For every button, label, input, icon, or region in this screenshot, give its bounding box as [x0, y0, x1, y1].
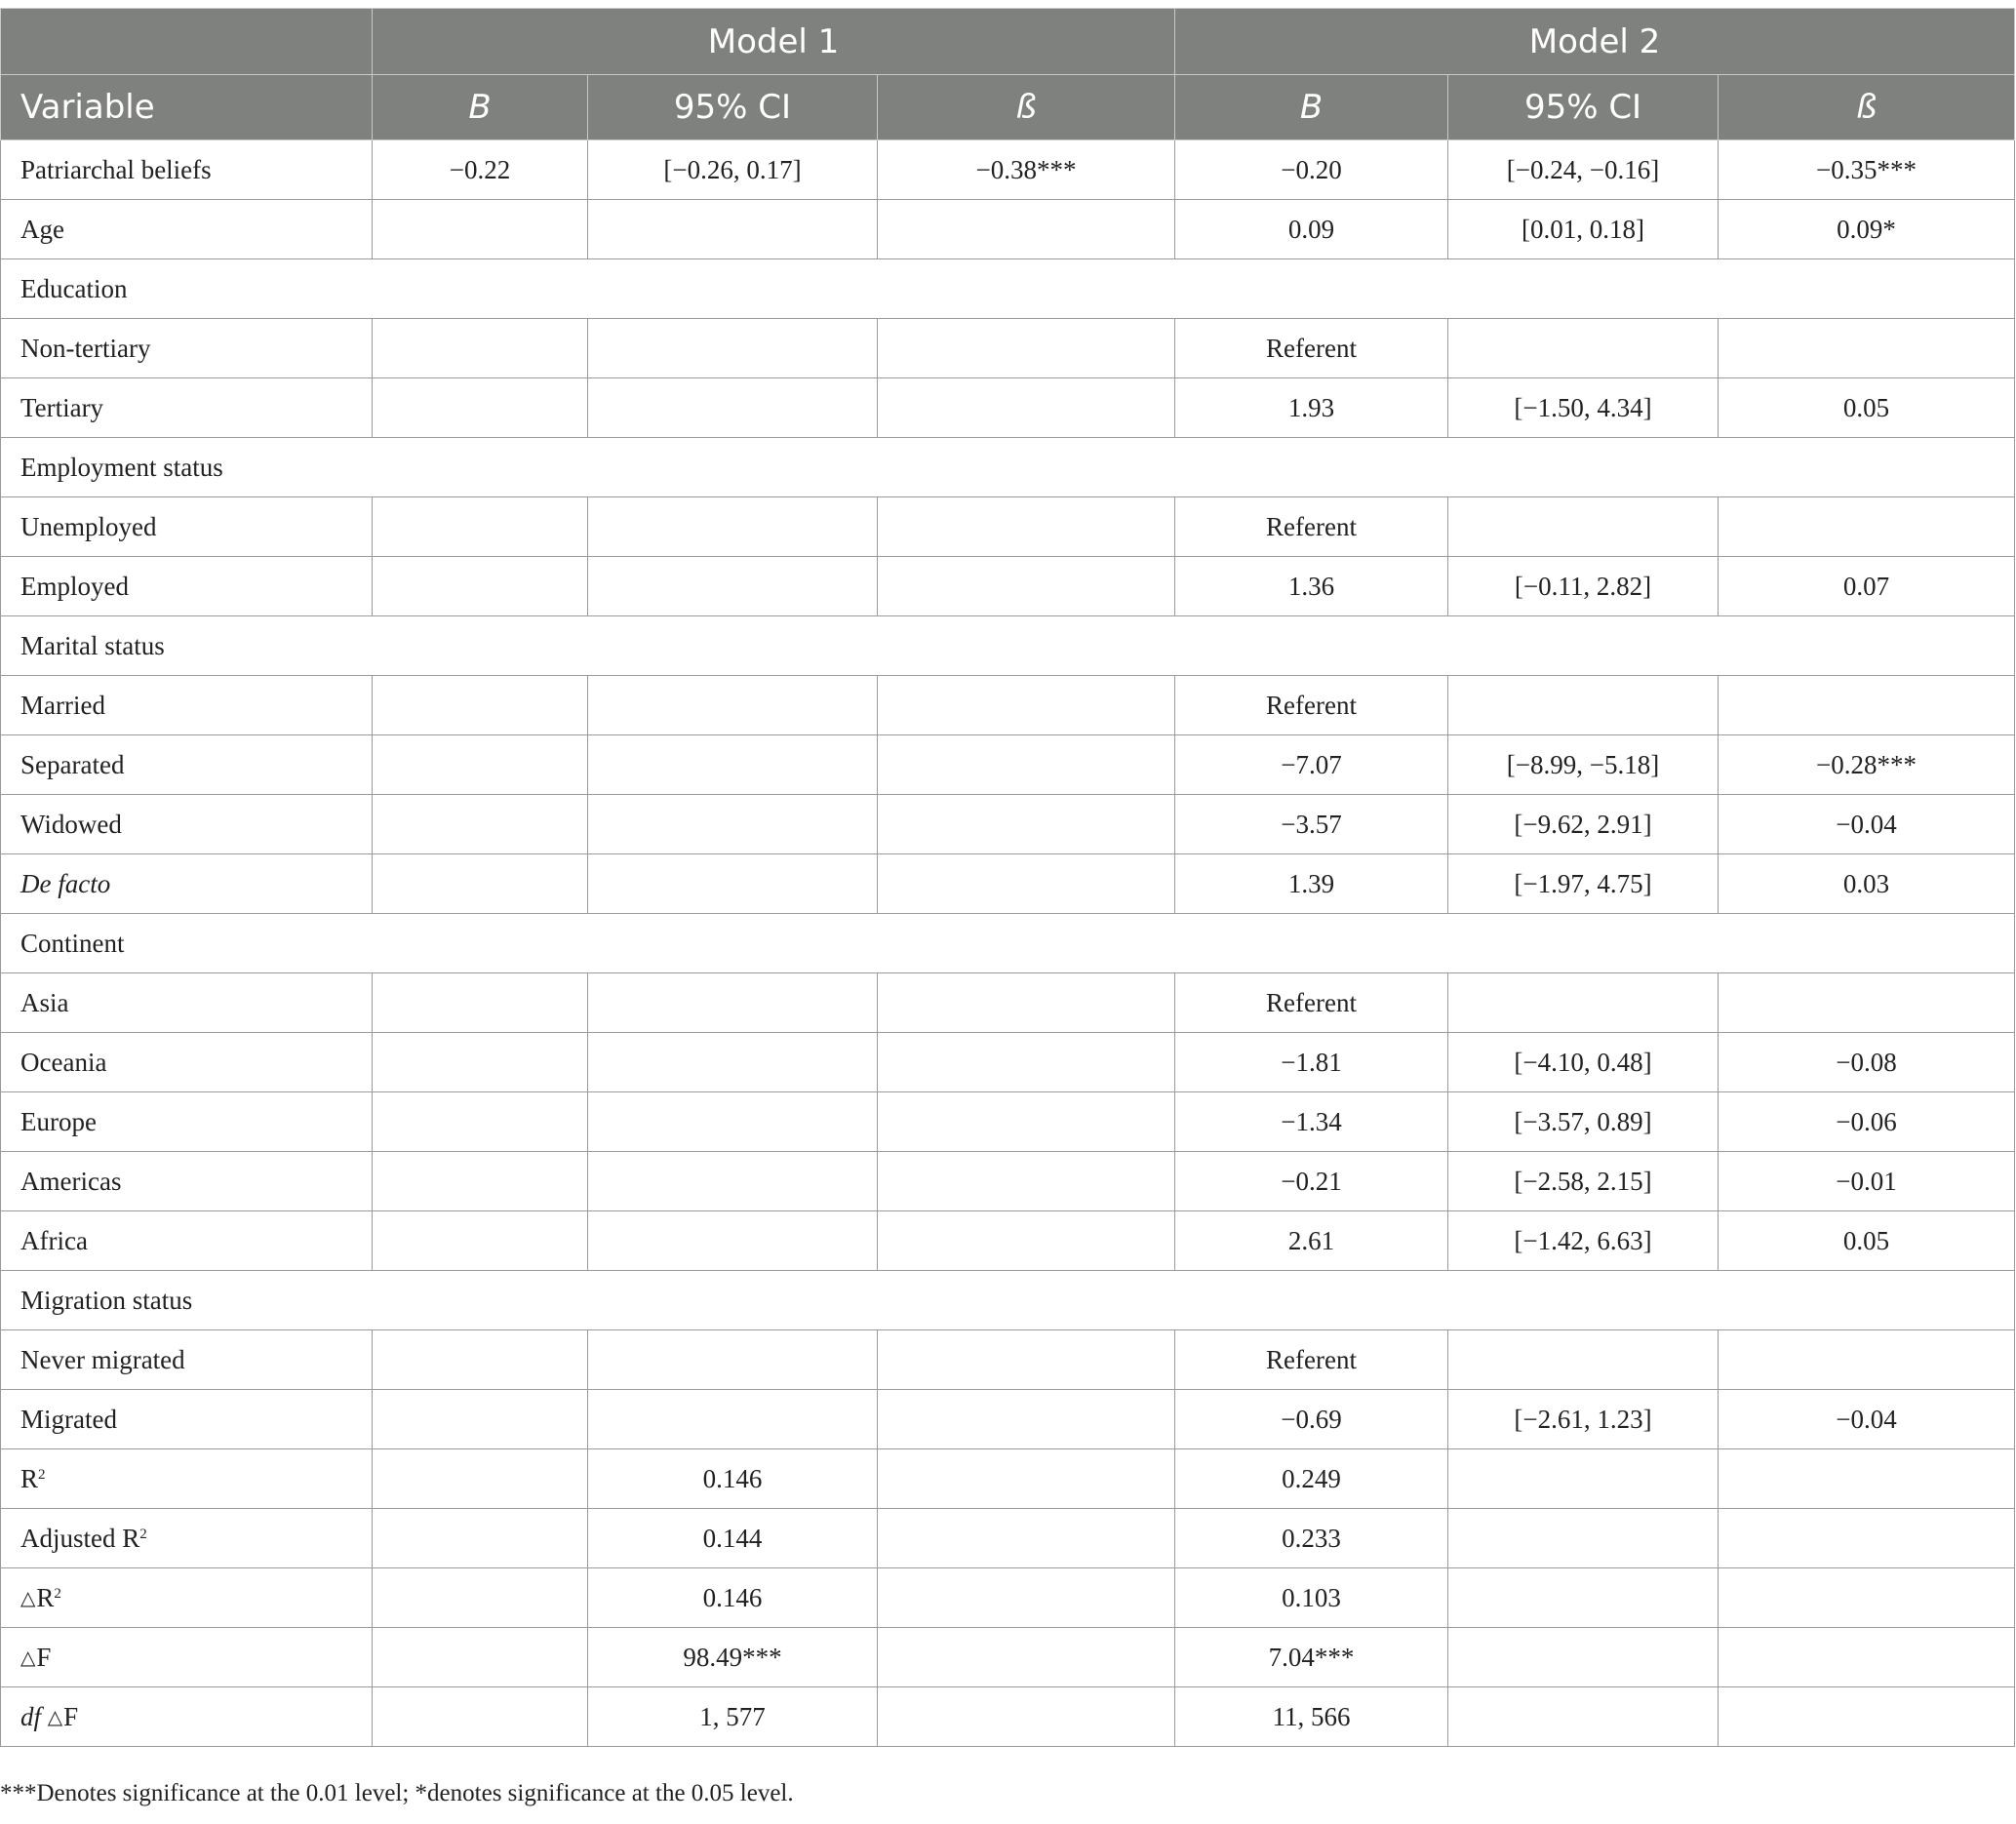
header-m1-b: B: [373, 75, 588, 140]
delta-r2-label-sup: 2: [54, 1585, 61, 1602]
df-label: df: [20, 1701, 42, 1731]
delta-r2-label: [1, 1568, 373, 1628]
table-row: [1, 378, 2015, 438]
header-m1-ci: 95% CI: [588, 75, 878, 140]
cell-m1-ci: [588, 1390, 878, 1449]
table-row: [1, 140, 2015, 200]
row-label: Asia: [1, 973, 373, 1033]
row-label: Widowed: [1, 795, 373, 854]
delta-r2-label-main: R: [36, 1582, 55, 1612]
delta-f-empty-1: [373, 1628, 588, 1687]
header-model-2: Model 2: [1175, 9, 2015, 75]
cell-m1-beta: [878, 735, 1175, 795]
header-m2-beta: ß: [1719, 75, 2015, 140]
cell-m2-ci: [−0.24, −0.16]: [1448, 140, 1719, 200]
cell-m1-ci: [588, 973, 878, 1033]
regression-table: [0, 8, 2015, 1747]
row-label: Separated: [1, 735, 373, 795]
adj-r2-empty-3: [1448, 1509, 1719, 1568]
delta-f-label-main: F: [36, 1642, 52, 1672]
section-label: Employment status: [1, 438, 2015, 497]
row-label: Age: [1, 200, 373, 259]
cell-m2-b: Referent: [1175, 676, 1448, 735]
r2-label: [1, 1449, 373, 1509]
df-delta-f-label-main: F: [63, 1701, 79, 1731]
row-label: Employed: [1, 557, 373, 616]
cell-m2-b: −0.69: [1175, 1390, 1448, 1449]
cell-m2-beta: 0.07: [1719, 557, 2015, 616]
cell-m1-beta: [878, 676, 1175, 735]
df-delta-f-label: [1, 1687, 373, 1747]
cell-m2-ci: [−1.97, 4.75]: [1448, 854, 1719, 914]
section-label: Education: [1, 259, 2015, 319]
delta-triangle-icon: △: [47, 1706, 63, 1728]
cell-m1-b: [373, 1330, 588, 1390]
cell-m1-beta: [878, 1330, 1175, 1390]
table-row: [1, 200, 2015, 259]
cell-m1-b: [373, 497, 588, 557]
delta-f-empty-4: [1719, 1628, 2015, 1687]
header-m2-ci: 95% CI: [1448, 75, 1719, 140]
table-row: [1, 557, 2015, 616]
table-row: [1, 1271, 2015, 1330]
cell-m1-b: [373, 378, 588, 438]
cell-m2-ci: [1448, 973, 1719, 1033]
row-label: Never migrated: [1, 1330, 373, 1390]
cell-m1-ci: [588, 854, 878, 914]
cell-m2-beta: [1719, 1330, 2015, 1390]
header-m2-b: B: [1175, 75, 1448, 140]
adj-r2-m2: 0.233: [1175, 1509, 1448, 1568]
cell-m1-beta: [878, 1092, 1175, 1152]
delta-f-empty-2: [878, 1628, 1175, 1687]
cell-m2-b: −7.07: [1175, 735, 1448, 795]
adj-r2-empty-4: [1719, 1509, 2015, 1568]
cell-m2-beta: −0.04: [1719, 1390, 2015, 1449]
stats-row-r2: [1, 1449, 2015, 1509]
table-footnote: ***Denotes significance at the 0.01 level; *denotes significance at the 0.05 level.: [0, 1780, 794, 1806]
delta-r2-empty-1: [373, 1568, 588, 1628]
df-delta-f-empty-1: [373, 1687, 588, 1747]
cell-m1-beta: [878, 854, 1175, 914]
cell-m1-ci: [588, 1211, 878, 1271]
cell-m1-beta: [878, 319, 1175, 378]
cell-m2-b: 1.39: [1175, 854, 1448, 914]
header-m1-beta: ß: [878, 75, 1175, 140]
row-label: Americas: [1, 1152, 373, 1211]
cell-m2-ci: [−1.50, 4.34]: [1448, 378, 1719, 438]
cell-m1-b: [373, 676, 588, 735]
table-row: [1, 735, 2015, 795]
cell-m1-ci: [−0.26, 0.17]: [588, 140, 878, 200]
cell-m2-ci: [0.01, 0.18]: [1448, 200, 1719, 259]
stats-row-delta-f: [1, 1628, 2015, 1687]
row-label: Non-tertiary: [1, 319, 373, 378]
cell-m2-ci: [−3.57, 0.89]: [1448, 1092, 1719, 1152]
cell-m1-ci: [588, 1092, 878, 1152]
table-row: [1, 616, 2015, 676]
cell-m1-ci: [588, 557, 878, 616]
cell-m1-ci: [588, 497, 878, 557]
cell-m2-beta: 0.05: [1719, 378, 2015, 438]
cell-m2-ci: [1448, 676, 1719, 735]
cell-m1-b: [373, 854, 588, 914]
cell-m1-b: [373, 319, 588, 378]
df-delta-f-empty-3: [1448, 1687, 1719, 1747]
cell-m1-b: [373, 557, 588, 616]
cell-m2-beta: −0.28***: [1719, 735, 2015, 795]
cell-m2-beta: −0.04: [1719, 795, 2015, 854]
adj-r2-label-sup: 2: [139, 1526, 147, 1542]
table-body: [1, 140, 2015, 1747]
cell-m1-beta: [878, 1211, 1175, 1271]
header-row-columns: [1, 75, 2015, 140]
table-row: [1, 438, 2015, 497]
cell-m1-b: [373, 1390, 588, 1449]
table-row: [1, 795, 2015, 854]
cell-m1-ci: [588, 378, 878, 438]
cell-m2-beta: [1719, 973, 2015, 1033]
delta-r2-m1: 0.146: [588, 1568, 878, 1628]
cell-m1-beta: [878, 1152, 1175, 1211]
cell-m2-beta: [1719, 676, 2015, 735]
section-label: Marital status: [1, 616, 2015, 676]
cell-m2-b: Referent: [1175, 319, 1448, 378]
cell-m2-beta: −0.06: [1719, 1092, 2015, 1152]
row-label: Patriarchal beliefs: [1, 140, 373, 200]
cell-m2-b: 1.93: [1175, 378, 1448, 438]
cell-m2-beta: 0.03: [1719, 854, 2015, 914]
header-model-1: Model 1: [373, 9, 1175, 75]
cell-m1-beta: [878, 1033, 1175, 1092]
cell-m2-ci: [1448, 1330, 1719, 1390]
cell-m2-ci: [−1.42, 6.63]: [1448, 1211, 1719, 1271]
cell-m1-ci: [588, 676, 878, 735]
adj-r2-empty-1: [373, 1509, 588, 1568]
cell-m1-b: [373, 1092, 588, 1152]
cell-m2-b: −1.81: [1175, 1033, 1448, 1092]
cell-m1-ci: [588, 1330, 878, 1390]
delta-r2-empty-4: [1719, 1568, 2015, 1628]
r2-m2: 0.249: [1175, 1449, 1448, 1509]
cell-m2-ci: [1448, 319, 1719, 378]
cell-m1-beta: [878, 1390, 1175, 1449]
delta-triangle-icon: △: [20, 1646, 36, 1669]
cell-m1-b: [373, 973, 588, 1033]
header-row-models: [1, 9, 2015, 75]
r2-empty-1: [373, 1449, 588, 1509]
cell-m1-beta: [878, 497, 1175, 557]
cell-m1-beta: [878, 200, 1175, 259]
delta-triangle-icon: △: [20, 1587, 36, 1609]
table-row: [1, 1033, 2015, 1092]
r2-empty-2: [878, 1449, 1175, 1509]
adj-r2-m1: 0.144: [588, 1509, 878, 1568]
cell-m2-b: −3.57: [1175, 795, 1448, 854]
cell-m2-beta: [1719, 497, 2015, 557]
cell-m2-b: −1.34: [1175, 1092, 1448, 1152]
cell-m2-ci: [−0.11, 2.82]: [1448, 557, 1719, 616]
cell-m2-ci: [1448, 497, 1719, 557]
delta-f-m1: 98.49***: [588, 1628, 878, 1687]
table-header: [1, 9, 2015, 140]
adj-r2-label: [1, 1509, 373, 1568]
table-row: [1, 1390, 2015, 1449]
stats-row-adjusted-r2: [1, 1509, 2015, 1568]
stats-row-delta-r2: [1, 1568, 2015, 1628]
cell-m1-b: [373, 735, 588, 795]
r2-empty-3: [1448, 1449, 1719, 1509]
row-label: Europe: [1, 1092, 373, 1152]
cell-m2-ci: [−8.99, −5.18]: [1448, 735, 1719, 795]
table-row: [1, 1211, 2015, 1271]
cell-m2-ci: [−4.10, 0.48]: [1448, 1033, 1719, 1092]
cell-m1-ci: [588, 1033, 878, 1092]
row-label: De facto: [1, 854, 373, 914]
table-row: [1, 259, 2015, 319]
table-row: [1, 319, 2015, 378]
r2-label-sup: 2: [38, 1466, 46, 1483]
cell-m1-beta: −0.38***: [878, 140, 1175, 200]
table-row: [1, 914, 2015, 973]
cell-m2-beta: −0.08: [1719, 1033, 2015, 1092]
section-label: Continent: [1, 914, 2015, 973]
cell-m1-b: [373, 200, 588, 259]
cell-m2-beta: [1719, 319, 2015, 378]
delta-f-m2: 7.04***: [1175, 1628, 1448, 1687]
cell-m2-b: Referent: [1175, 1330, 1448, 1390]
r2-m1: 0.146: [588, 1449, 878, 1509]
cell-m1-b: [373, 1211, 588, 1271]
cell-m1-ci: [588, 200, 878, 259]
cell-m1-beta: [878, 557, 1175, 616]
table-row: [1, 1092, 2015, 1152]
table-row: [1, 973, 2015, 1033]
r2-label-main: R: [20, 1463, 39, 1493]
cell-m1-b: [373, 1152, 588, 1211]
cell-m2-beta: −0.35***: [1719, 140, 2015, 200]
table-row: [1, 1330, 2015, 1390]
cell-m1-b: [373, 1033, 588, 1092]
stats-row-df-delta-f: [1, 1687, 2015, 1747]
header-variable: Variable: [1, 75, 373, 140]
row-label: Oceania: [1, 1033, 373, 1092]
delta-f-label: [1, 1628, 373, 1687]
cell-m2-b: Referent: [1175, 973, 1448, 1033]
table-row: [1, 854, 2015, 914]
cell-m2-b: 0.09: [1175, 200, 1448, 259]
row-label: Married: [1, 676, 373, 735]
cell-m2-beta: −0.01: [1719, 1152, 2015, 1211]
cell-m2-beta: 0.09*: [1719, 200, 2015, 259]
delta-r2-m2: 0.103: [1175, 1568, 1448, 1628]
cell-m2-b: −0.21: [1175, 1152, 1448, 1211]
df-delta-f-m2: 11, 566: [1175, 1687, 1448, 1747]
header-empty-cell: [1, 9, 373, 75]
row-label: Unemployed: [1, 497, 373, 557]
cell-m1-b: [373, 795, 588, 854]
table-row: [1, 676, 2015, 735]
cell-m1-ci: [588, 795, 878, 854]
delta-f-empty-3: [1448, 1628, 1719, 1687]
cell-m2-ci: [−2.58, 2.15]: [1448, 1152, 1719, 1211]
row-label: Africa: [1, 1211, 373, 1271]
cell-m1-b: −0.22: [373, 140, 588, 200]
cell-m2-ci: [−9.62, 2.91]: [1448, 795, 1719, 854]
cell-m2-ci: [−2.61, 1.23]: [1448, 1390, 1719, 1449]
adj-r2-empty-2: [878, 1509, 1175, 1568]
cell-m2-beta: 0.05: [1719, 1211, 2015, 1271]
df-delta-f-m1: 1, 577: [588, 1687, 878, 1747]
r2-empty-4: [1719, 1449, 2015, 1509]
row-label: Tertiary: [1, 378, 373, 438]
cell-m1-beta: [878, 973, 1175, 1033]
table-row: [1, 497, 2015, 557]
row-label: Migrated: [1, 1390, 373, 1449]
table-row: [1, 1152, 2015, 1211]
cell-m2-b: −0.20: [1175, 140, 1448, 200]
adj-r2-label-main: Adjusted R: [20, 1523, 140, 1553]
cell-m1-beta: [878, 795, 1175, 854]
cell-m1-beta: [878, 378, 1175, 438]
cell-m1-ci: [588, 319, 878, 378]
regression-table-container: [0, 8, 2014, 1747]
delta-r2-empty-2: [878, 1568, 1175, 1628]
df-delta-f-empty-4: [1719, 1687, 2015, 1747]
cell-m1-ci: [588, 1152, 878, 1211]
cell-m2-b: Referent: [1175, 497, 1448, 557]
cell-m2-b: 1.36: [1175, 557, 1448, 616]
section-label: Migration status: [1, 1271, 2015, 1330]
delta-r2-empty-3: [1448, 1568, 1719, 1628]
cell-m2-b: 2.61: [1175, 1211, 1448, 1271]
df-delta-f-empty-2: [878, 1687, 1175, 1747]
cell-m1-ci: [588, 735, 878, 795]
